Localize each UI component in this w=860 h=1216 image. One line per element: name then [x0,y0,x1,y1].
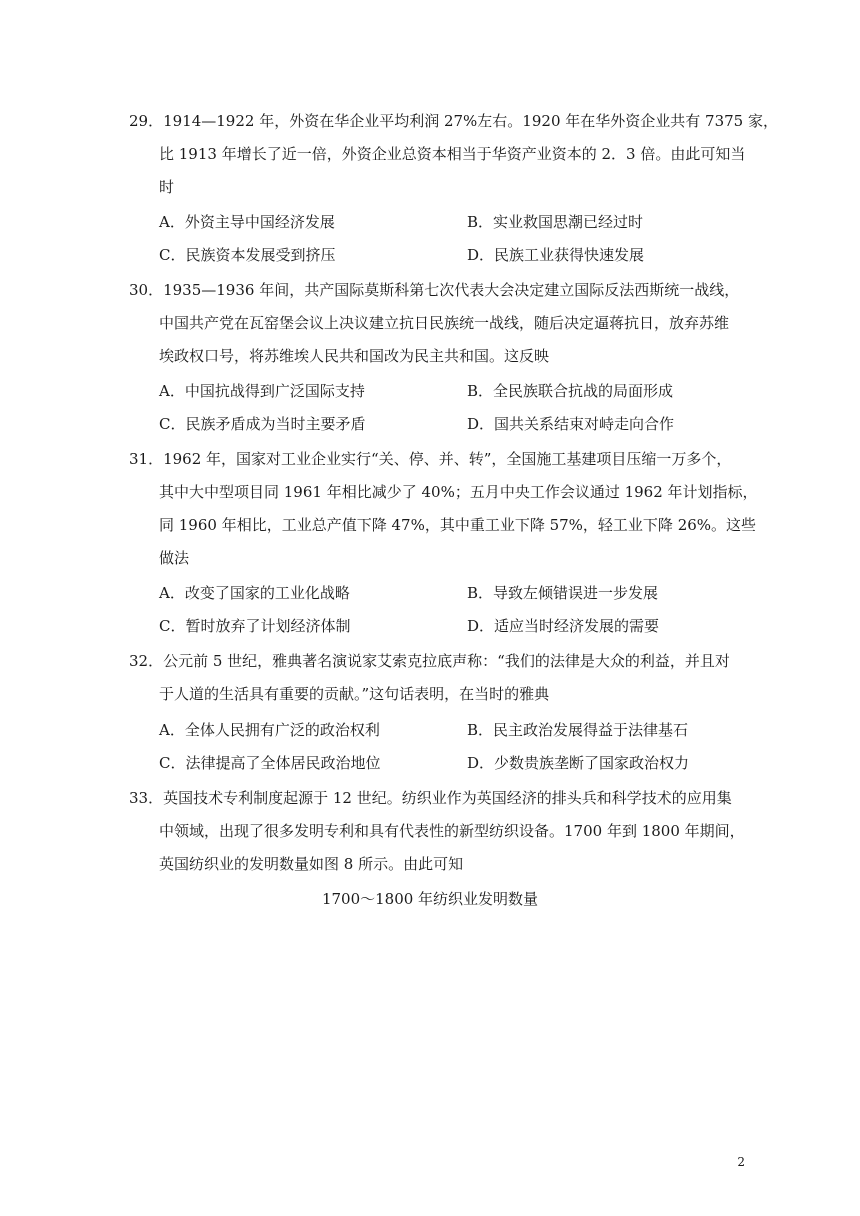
question-33-line-2: 中领域，出现了很多发明专利和具有代表性的新型纺织设备。1700 年到 1800 年期间， [159,822,745,840]
question-30-option-c[interactable]: C．民族矛盾成为当时主要矛盾 [159,415,366,433]
question-30 [129,274,740,373]
question-32-options-row-1 [159,714,759,747]
question-32-options-row-2 [159,747,759,780]
question-29-option-d[interactable]: D．民族工业获得快速发展 [467,246,645,264]
question-31-option-c[interactable]: C．暂时放弃了计划经济体制 [159,617,351,635]
question-32-option-d[interactable]: D．少数贵族垄断了国家政治权力 [467,754,690,772]
question-29-option-b[interactable]: B．实业救国思潮已经过时 [467,213,644,231]
question-30-line-2: 中国共产党在瓦窑堡会议上决议建立抗日民族统一战线，随后决定逼蒋抗日，放弃苏维 [159,314,730,332]
question-29-option-a[interactable]: A．外资主导中国经济发展 [159,213,335,231]
question-31-option-d[interactable]: D．适应当时经济发展的需要 [467,617,660,635]
page-number: 2 [737,1155,745,1169]
question-29-option-c[interactable]: C．民族资本发展受到挤压 [159,246,336,264]
question-31-options-row-2 [159,610,759,643]
question-30-options-row-1 [159,375,759,408]
question-29-line-3: 时 [159,178,175,196]
question-33 [129,782,745,881]
question-29-line-1: 29．1914—1922 年，外资在华企业平均利润 27%左右。1920 年在华外资企业共有 7375 家， [129,112,778,130]
question-29 [129,105,778,204]
question-31-line-3: 同 1960 年相比，工业总产值下降 47%，其中重工业下降 57%，轻工业下降 26%。这些 [159,516,757,534]
question-29-line-2: 比 1913 年增长了近一倍，外资企业总资本相当于华资产业资本的 2．3 倍。由此可知当 [159,145,746,163]
question-33-line-3: 英国纺织业的发明数量如图 8 所示。由此可知 [159,855,464,873]
question-31-options-row-1 [159,577,759,610]
question-32 [129,645,734,711]
question-30-option-a[interactable]: A．中国抗战得到广泛国际支持 [159,382,365,400]
question-30-options-row-2 [159,408,759,441]
question-31 [129,443,758,575]
question-33-line-1: 33．英国技术专利制度起源于 12 世纪。纺织业作为英国经济的排头兵和科学技术的应用集 [129,789,732,807]
question-30-option-d[interactable]: D．国共关系结束对峙走向合作 [467,415,675,433]
question-32-option-c[interactable]: C．法律提高了全体居民政治地位 [159,754,381,772]
question-31-option-b[interactable]: B．导致左倾错误进一步发展 [467,584,659,602]
question-30-option-b[interactable]: B．全民族联合抗战的局面形成 [467,382,674,400]
question-32-option-a[interactable]: A．全体人民拥有广泛的政治权利 [159,721,380,739]
question-31-option-a[interactable]: A．改变了国家的工业化战略 [159,584,350,602]
question-30-line-3: 埃政权口号，将苏维埃人民共和国改为民主共和国。这反映 [159,347,550,365]
question-29-options-row-2 [159,239,759,272]
figure-title: 1700～1800 年纺织业发明数量 [321,890,539,908]
question-30-line-1: 30．1935—1936 年间，共产国际莫斯科第七次代表大会决定建立国际反法西斯统一战线， [129,281,740,299]
question-31-line-4: 做法 [159,549,190,567]
question-32-line-1: 32．公元前 5 世纪，雅典著名演说家艾索克拉底声称：“我们的法律是大众的利益，并且对 [129,652,730,670]
question-31-line-2: 其中大中型项目同 1961 年相比减少了 40%；五月中央工作会议通过 1962 年计划指标， [159,483,758,501]
question-32-option-b[interactable]: B．民主政治发展得益于法律基石 [467,721,689,739]
question-31-line-1: 31．1962 年，国家对工业企业实行“关、停、并、转”，全国施工基建项目压缩一万多个， [129,450,732,468]
question-32-line-2: 于人道的生活具有重要的贡献。”这句话表明，在当时的雅典 [159,685,550,703]
question-29-options-row-1 [159,206,759,239]
